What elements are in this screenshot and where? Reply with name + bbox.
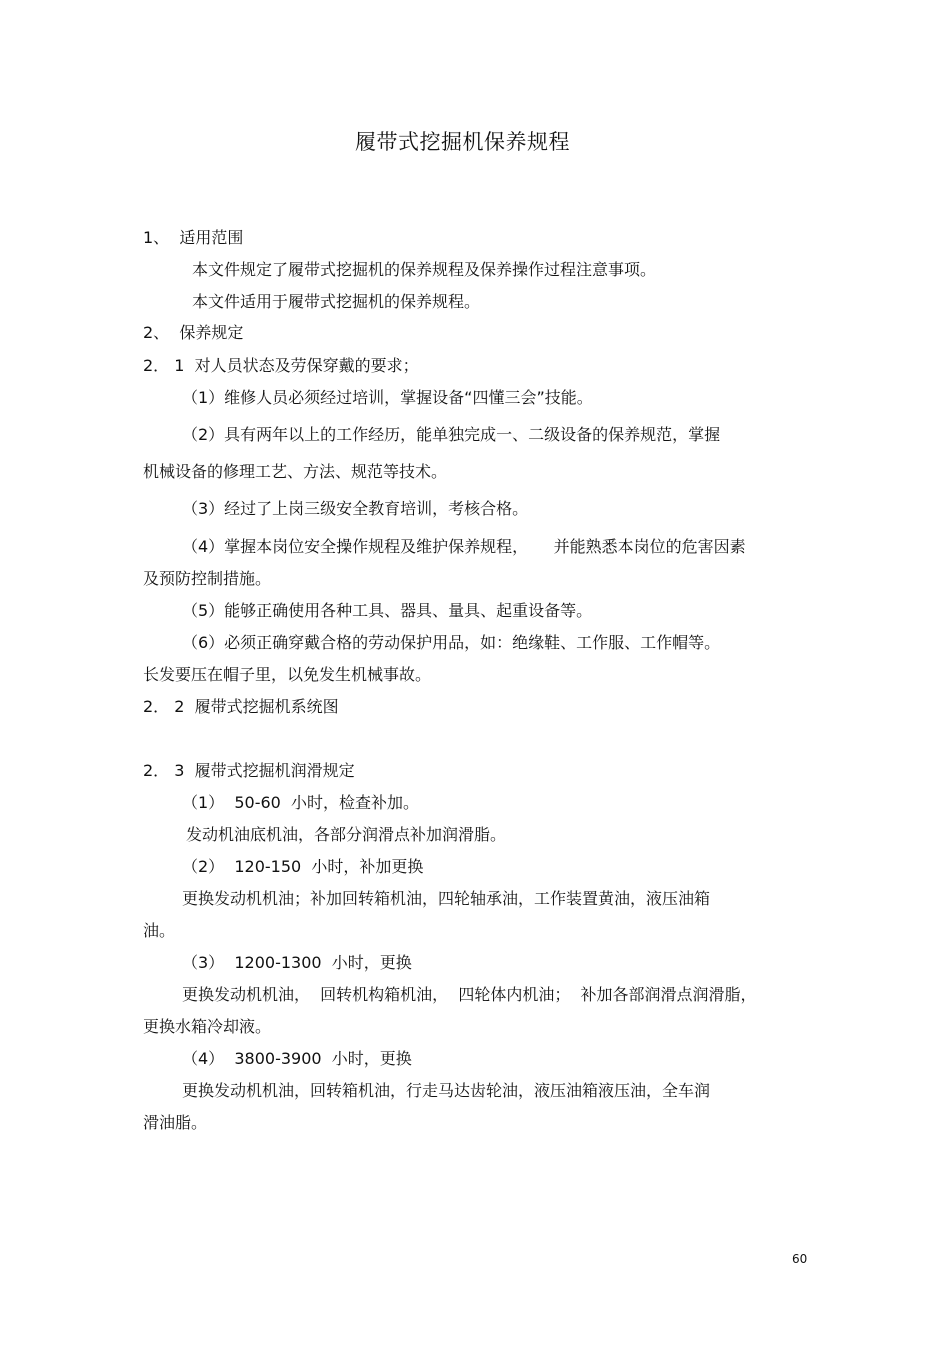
document-title: 履带式挖掘机保养规程	[355, 130, 570, 154]
list-item: （1）维修人员必须经过培训，掌握设备“四懂三会”技能。	[182, 388, 593, 407]
list-item: （4）掌握本岗位安全操作规程及维护保养规程， 并能熟悉本岗位的危害因素	[182, 537, 746, 556]
paragraph-line: 发动机油底机油，各部分润滑点补加润滑脂。	[186, 825, 507, 844]
paragraph-line: 机械设备的修理工艺、方法、规范等技术。	[143, 462, 448, 481]
paragraph-line: 更换发动机机油， 回转机构箱机油， 四轮体内机油； 补加各部润滑点润滑脂，	[182, 985, 757, 1004]
paragraph-line: 油。	[143, 921, 176, 940]
list-item: （3） 1200-1300 小时，更换	[182, 953, 412, 972]
paragraph-line: 滑油脂。	[143, 1113, 208, 1132]
list-item: （2） 120-150 小时，补加更换	[182, 857, 424, 876]
list-item: （5）能够正确使用各种工具、器具、量具、起重设备等。	[182, 601, 593, 620]
paragraph-line: 及预防控制措施。	[143, 569, 272, 588]
paragraph-line: 本文件规定了履带式挖掘机的保养规程及保养操作过程注意事项。	[192, 260, 657, 279]
subsection-2-1-heading: 2． 1 对人员状态及劳保穿戴的要求；	[143, 356, 419, 375]
section-2-heading: 2、 保养规定	[143, 323, 244, 342]
list-item: （6）必须正确穿戴合格的劳动保护用品，如：绝缘鞋、工作服、工作帽等。	[182, 633, 721, 652]
paragraph-line: 长发要压在帽子里，以免发生机械事故。	[143, 665, 432, 684]
subsection-2-2-heading: 2． 2 履带式挖掘机系统图	[143, 697, 339, 716]
paragraph-line: 更换发动机机油；补加回转箱机油，四轮轴承油，工作装置黄油，液压油箱	[182, 889, 711, 908]
list-item: （1） 50-60 小时，检查补加。	[182, 793, 420, 812]
paragraph-line: 本文件适用于履带式挖掘机的保养规程。	[192, 292, 481, 311]
paragraph-line: 更换水箱冷却液。	[143, 1017, 272, 1036]
page-number: 60	[792, 1252, 808, 1266]
list-item: （2）具有两年以上的工作经历，能单独完成一、二级设备的保养规范，掌握	[182, 425, 721, 444]
subsection-2-3-heading: 2． 3 履带式挖掘机润滑规定	[143, 761, 355, 780]
paragraph-line: 更换发动机机油，回转箱机油，行走马达齿轮油，液压油箱液压油，全车润	[182, 1081, 711, 1100]
list-item: （3）经过了上岗三级安全教育培训，考核合格。	[182, 499, 529, 518]
list-item: （4） 3800-3900 小时，更换	[182, 1049, 412, 1068]
section-1-heading: 1、 适用范围	[143, 228, 244, 247]
